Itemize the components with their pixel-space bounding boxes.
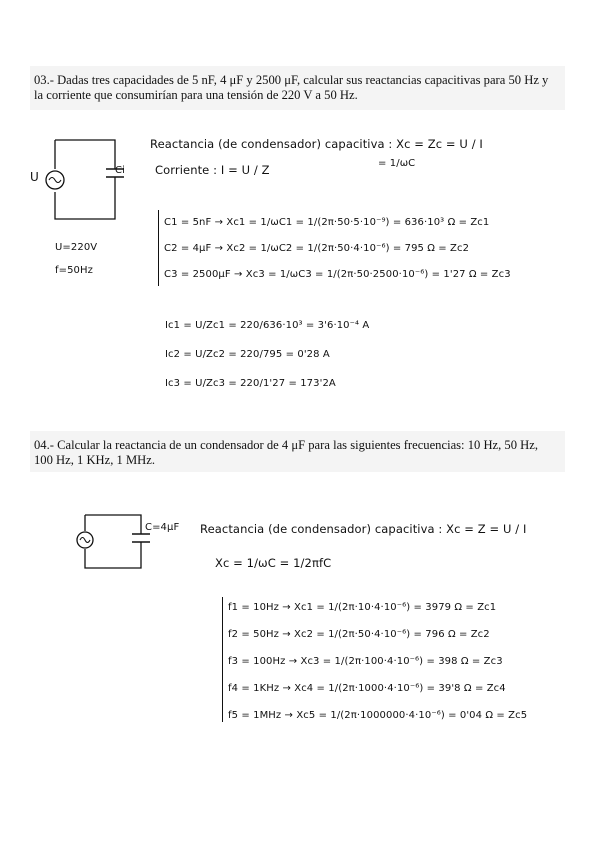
- reactance-formula-4: Reactancia (de condensador) capacitiva : Xc = Z = U / I: [200, 522, 527, 536]
- circuit-u-label: U: [30, 170, 39, 184]
- f2-line: f2 = 50Hz → Xc2 = 1/(2π·50·4·10⁻⁶) = 796 Ω = Zc2: [228, 629, 490, 640]
- problem3-circuit: [40, 135, 120, 225]
- c2-line: C2 = 4μF → Xc2 = 1/ωC2 = 1/(2π·50·4·10⁻⁶) = 795 Ω = Zc2: [164, 243, 470, 254]
- current-formula: Corriente : I = U / Z: [155, 163, 270, 177]
- circuit-capacitance: C=4μF: [145, 522, 180, 533]
- problem3-statement: 03.- Dadas tres capacidades de 5 nF, 4 μF y 2500 μF, calcular sus reactancias capacitivas para 50 Hz y la corriente que consumirían para una tensión de 220 V a 50 Hz.: [34, 73, 549, 102]
- xc-formula: Xc = 1/ωC = 1/2πfC: [215, 556, 332, 570]
- f3-line: f3 = 100Hz → Xc3 = 1/(2π·100·4·10⁻⁶) = 398 Ω = Zc3: [228, 656, 503, 667]
- given-voltage: U=220V: [55, 242, 98, 253]
- ic1-line: Ic1 = U/Zc1 = 220/636·10³ = 3'6·10⁻⁴ A: [165, 320, 370, 331]
- given-frequency: f=50Hz: [55, 265, 93, 276]
- f4-line: f4 = 1KHz → Xc4 = 1/(2π·1000·4·10⁻⁶) = 39'8 Ω = Zc4: [228, 683, 506, 694]
- ic2-line: Ic2 = U/Zc2 = 220/795 = 0'28 A: [165, 349, 330, 360]
- circuit-c-label: Ci: [115, 165, 125, 176]
- reactance-alt: = 1/ωC: [378, 158, 416, 169]
- c3-line: C3 = 2500μF → Xc3 = 1/ωC3 = 1/(2π·50·2500·10⁻⁶) = 1'27 Ω = Zc3: [164, 269, 511, 280]
- f5-line: f5 = 1MHz → Xc5 = 1/(2π·1000000·4·10⁻⁶) = 0'04 Ω = Zc5: [228, 710, 528, 721]
- problem4-statement: 04.- Calcular la reactancia de un condensador de 4 μF para las siguientes frecuencias: 10 Hz, 50 Hz, 100 Hz, 1 KHz, 1 MHz.: [34, 438, 539, 467]
- c1-line: C1 = 5nF → Xc1 = 1/ωC1 = 1/(2π·50·5·10⁻⁹) = 636·10³ Ω = Zc1: [164, 217, 490, 228]
- problem3-bracket: [158, 210, 159, 286]
- reactance-formula: Reactancia (de condensador) capacitiva : Xc = Zc = U / I: [150, 137, 483, 151]
- f1-line: f1 = 10Hz → Xc1 = 1/(2π·10·4·10⁻⁶) = 3979 Ω = Zc1: [228, 602, 497, 613]
- problem4-bracket: [222, 597, 223, 722]
- problem4-circuit: [75, 510, 145, 575]
- ic3-line: Ic3 = U/Zc3 = 220/1'27 = 173'2A: [165, 378, 336, 389]
